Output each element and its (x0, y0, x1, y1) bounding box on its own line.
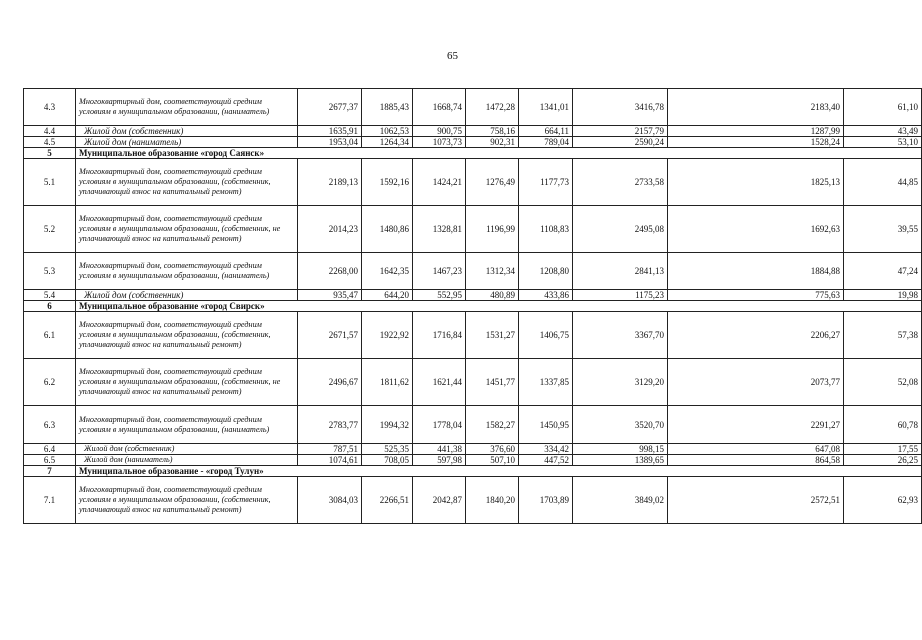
housing-type: Многоквартирный дом, соответствующий средним условиям в муниципальном образовании, (наниматель) (76, 89, 298, 126)
value-cell: 447,52 (519, 455, 573, 466)
value-cell: 2073,77 (668, 359, 844, 406)
value-cell: 2291,27 (668, 406, 844, 444)
value-cell: 2590,24 (573, 137, 668, 148)
housing-type: Жилой дом (собственник) (76, 126, 298, 137)
housing-type: Многоквартирный дом, соответствующий средним условиям в муниципальном образовании, (собственник, не уплачивающий взнос на капитальный ремонт) (76, 359, 298, 406)
section-number: 6 (24, 301, 76, 312)
table-row (24, 126, 922, 137)
value-cell: 2783,77 (298, 406, 362, 444)
row-number: 4.3 (24, 89, 76, 126)
value-cell: 1208,80 (519, 253, 573, 290)
value-cell: 644,20 (362, 290, 413, 301)
value-cell: 19,98 (844, 290, 922, 301)
value-cell: 1287,99 (668, 126, 844, 137)
value-cell: 998,15 (573, 444, 668, 455)
value-cell: 1994,32 (362, 406, 413, 444)
value-cell: 2268,00 (298, 253, 362, 290)
value-cell: 1177,73 (519, 159, 573, 206)
housing-type: Жилой дом (наниматель) (76, 137, 298, 148)
section-title: Муниципальное образование «город Саянск» (76, 148, 922, 159)
row-number: 5.4 (24, 290, 76, 301)
value-cell: 1062,53 (362, 126, 413, 137)
value-cell: 2495,08 (573, 206, 668, 253)
value-cell: 1328,81 (413, 206, 466, 253)
table-row (24, 137, 922, 148)
value-cell: 507,10 (466, 455, 519, 466)
value-cell: 758,16 (466, 126, 519, 137)
table-row (24, 406, 922, 444)
value-cell: 1450,95 (519, 406, 573, 444)
value-cell: 647,08 (668, 444, 844, 455)
value-cell: 57,38 (844, 312, 922, 359)
table-row (24, 312, 922, 359)
value-cell: 1472,28 (466, 89, 519, 126)
section-row (24, 148, 922, 159)
page-number: 65 (447, 50, 458, 62)
value-cell: 1778,04 (413, 406, 466, 444)
value-cell: 1885,43 (362, 89, 413, 126)
value-cell: 1175,23 (573, 290, 668, 301)
housing-type: Жилой дом (собственник) (76, 290, 298, 301)
value-cell: 1716,84 (413, 312, 466, 359)
row-number: 4.4 (24, 126, 76, 137)
housing-type: Многоквартирный дом, соответствующий средним условиям в муниципальном образовании, (собственник, уплачивающий взнос на капитальный ремонт) (76, 312, 298, 359)
value-cell: 2157,79 (573, 126, 668, 137)
row-number: 5.2 (24, 206, 76, 253)
value-cell: 525,35 (362, 444, 413, 455)
value-cell: 708,05 (362, 455, 413, 466)
row-number: 4.5 (24, 137, 76, 148)
value-cell: 61,10 (844, 89, 922, 126)
value-cell: 17,55 (844, 444, 922, 455)
value-cell: 902,31 (466, 137, 519, 148)
value-cell: 1582,27 (466, 406, 519, 444)
row-number: 7.1 (24, 477, 76, 524)
value-cell: 334,42 (519, 444, 573, 455)
table-body (24, 89, 922, 524)
value-cell: 1389,65 (573, 455, 668, 466)
value-cell: 789,04 (519, 137, 573, 148)
value-cell: 1424,21 (413, 159, 466, 206)
value-cell: 3084,03 (298, 477, 362, 524)
value-cell: 1668,74 (413, 89, 466, 126)
value-cell: 441,38 (413, 444, 466, 455)
value-cell: 3367,70 (573, 312, 668, 359)
housing-type: Многоквартирный дом, соответствующий средним условиям в муниципальном образовании, (наниматель) (76, 253, 298, 290)
value-cell: 1467,23 (413, 253, 466, 290)
value-cell: 1703,89 (519, 477, 573, 524)
section-title: Муниципальное образование «город Свирск» (76, 301, 922, 312)
value-cell: 480,89 (466, 290, 519, 301)
value-cell: 1635,91 (298, 126, 362, 137)
value-cell: 44,85 (844, 159, 922, 206)
value-cell: 1406,75 (519, 312, 573, 359)
table-row (24, 455, 922, 466)
value-cell: 2266,51 (362, 477, 413, 524)
value-cell: 52,08 (844, 359, 922, 406)
value-cell: 1953,04 (298, 137, 362, 148)
value-cell: 1337,85 (519, 359, 573, 406)
value-cell: 1531,27 (466, 312, 519, 359)
table-row (24, 359, 922, 406)
value-cell: 1922,92 (362, 312, 413, 359)
value-cell: 2042,87 (413, 477, 466, 524)
row-number: 5.1 (24, 159, 76, 206)
table-row (24, 477, 922, 524)
value-cell: 1276,49 (466, 159, 519, 206)
value-cell: 1108,83 (519, 206, 573, 253)
value-cell: 2183,40 (668, 89, 844, 126)
value-cell: 787,51 (298, 444, 362, 455)
value-cell: 597,98 (413, 455, 466, 466)
value-cell: 1884,88 (668, 253, 844, 290)
section-number: 7 (24, 466, 76, 477)
value-cell: 864,58 (668, 455, 844, 466)
value-cell: 1073,73 (413, 137, 466, 148)
value-cell: 39,55 (844, 206, 922, 253)
value-cell: 376,60 (466, 444, 519, 455)
value-cell: 1825,13 (668, 159, 844, 206)
row-number: 6.2 (24, 359, 76, 406)
value-cell: 900,75 (413, 126, 466, 137)
value-cell: 1528,24 (668, 137, 844, 148)
section-row (24, 466, 922, 477)
row-number: 5.3 (24, 253, 76, 290)
value-cell: 664,11 (519, 126, 573, 137)
value-cell: 1621,44 (413, 359, 466, 406)
value-cell: 433,86 (519, 290, 573, 301)
value-cell: 3416,78 (573, 89, 668, 126)
value-cell: 3520,70 (573, 406, 668, 444)
value-cell: 26,25 (844, 455, 922, 466)
housing-type: Многоквартирный дом, соответствующий средним условиям в муниципальном образовании, (собственник, уплачивающий взнос на капитальный ремонт) (76, 159, 298, 206)
value-cell: 2189,13 (298, 159, 362, 206)
value-cell: 1692,63 (668, 206, 844, 253)
value-cell: 775,63 (668, 290, 844, 301)
table-row (24, 159, 922, 206)
row-number: 6.1 (24, 312, 76, 359)
table-row (24, 89, 922, 126)
value-cell: 2572,51 (668, 477, 844, 524)
table-row (24, 206, 922, 253)
value-cell: 1264,34 (362, 137, 413, 148)
table-row (24, 253, 922, 290)
value-cell: 2671,57 (298, 312, 362, 359)
tariff-table (23, 88, 922, 524)
value-cell: 62,93 (844, 477, 922, 524)
row-number: 6.5 (24, 455, 76, 466)
housing-type: Многоквартирный дом, соответствующий средним условиям в муниципальном образовании, (собственник, уплачивающий взнос на капитальный ремонт) (76, 477, 298, 524)
value-cell: 60,78 (844, 406, 922, 444)
value-cell: 1451,77 (466, 359, 519, 406)
section-row (24, 301, 922, 312)
value-cell: 552,95 (413, 290, 466, 301)
value-cell: 1196,99 (466, 206, 519, 253)
value-cell: 3849,02 (573, 477, 668, 524)
value-cell: 1480,86 (362, 206, 413, 253)
row-number: 6.3 (24, 406, 76, 444)
value-cell: 1074,61 (298, 455, 362, 466)
value-cell: 1312,34 (466, 253, 519, 290)
value-cell: 1642,35 (362, 253, 413, 290)
section-number: 5 (24, 148, 76, 159)
housing-type: Многоквартирный дом, соответствующий средним условиям в муниципальном образовании, (собственник, не уплачивающий взнос на капитальный ремонт) (76, 206, 298, 253)
value-cell: 1592,16 (362, 159, 413, 206)
section-title: Муниципальное образование - «город Тулун» (76, 466, 922, 477)
value-cell: 1840,20 (466, 477, 519, 524)
value-cell: 2841,13 (573, 253, 668, 290)
value-cell: 2206,27 (668, 312, 844, 359)
table-row (24, 290, 922, 301)
value-cell: 935,47 (298, 290, 362, 301)
value-cell: 2677,37 (298, 89, 362, 126)
value-cell: 53,10 (844, 137, 922, 148)
row-number: 6.4 (24, 444, 76, 455)
value-cell: 2014,23 (298, 206, 362, 253)
value-cell: 2496,67 (298, 359, 362, 406)
value-cell: 2733,58 (573, 159, 668, 206)
table-row (24, 444, 922, 455)
value-cell: 1811,62 (362, 359, 413, 406)
housing-type: Жилой дом (наниматель) (76, 455, 298, 466)
housing-type: Жилой дом (собственник) (76, 444, 298, 455)
value-cell: 43,49 (844, 126, 922, 137)
value-cell: 1341,01 (519, 89, 573, 126)
housing-type: Многоквартирный дом, соответствующий средним условиям в муниципальном образовании, (наниматель) (76, 406, 298, 444)
value-cell: 3129,20 (573, 359, 668, 406)
value-cell: 47,24 (844, 253, 922, 290)
